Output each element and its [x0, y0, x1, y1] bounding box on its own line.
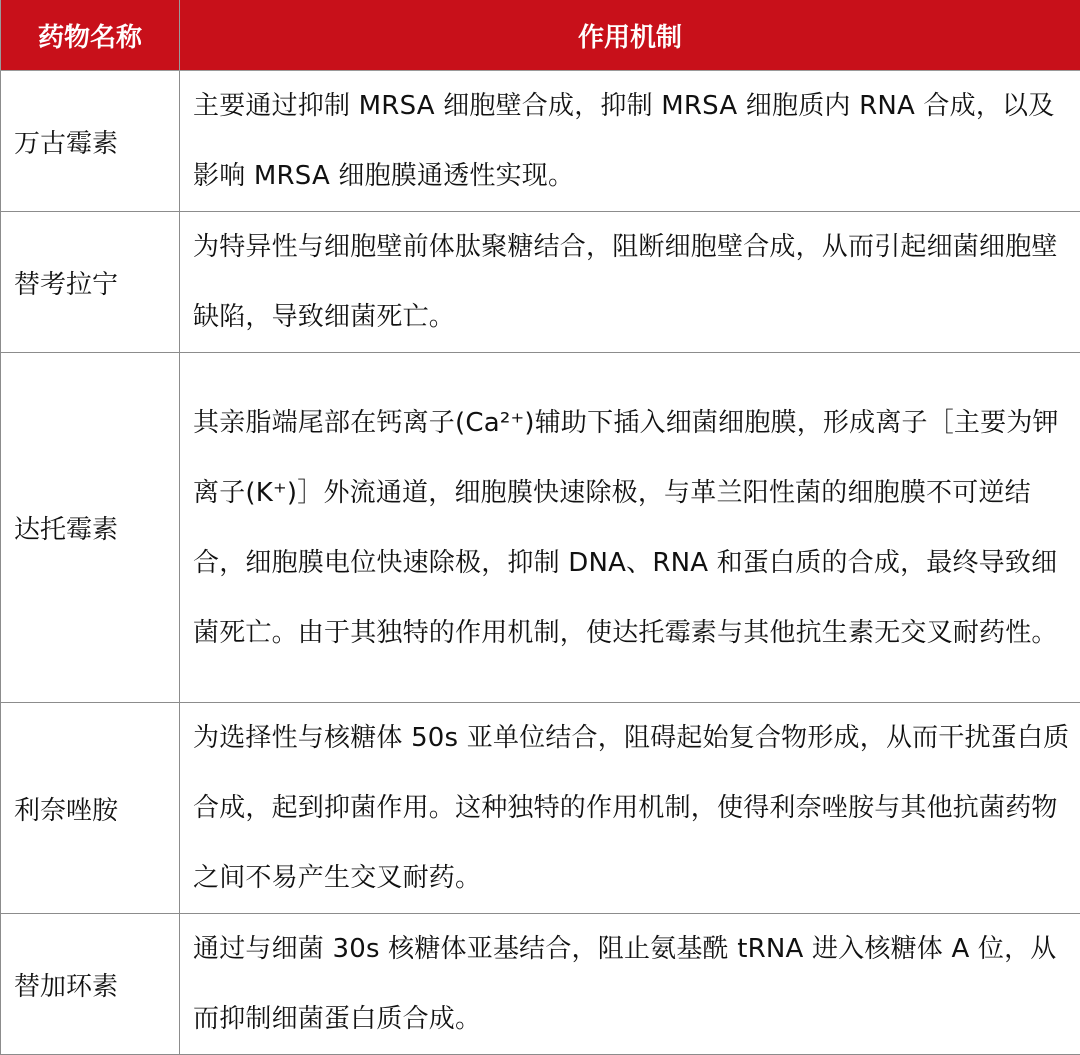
- table-row: [1, 71, 1080, 212]
- drug-name-cell: 万古霉素: [1, 71, 180, 212]
- mechanism-cell: 为选择性与核糖体 50s 亚单位结合，阻碍起始复合物形成，从而干扰蛋白质合成，起到抑菌作用。这种独特的作用机制，使得利奈唑胺与其他抗菌药物之间不易产生交叉耐药。: [180, 703, 1080, 914]
- mechanism-cell: 通过与细菌 30s 核糖体亚基结合，阻止氨基酰 tRNA 进入核糖体 A 位，从而抑制细菌蛋白质合成。: [180, 914, 1080, 1055]
- drug-name-cell: 替考拉宁: [1, 212, 180, 353]
- mechanism-cell: 主要通过抑制 MRSA 细胞壁合成，抑制 MRSA 细胞质内 RNA 合成，以及影响 MRSA 细胞膜通透性实现。: [180, 71, 1080, 212]
- mechanism-cell: 其亲脂端尾部在钙离子(Ca²⁺)辅助下插入细菌细胞膜，形成离子［主要为钾离子(K⁺)］外流通道，细胞膜快速除极，与革兰阳性菌的细胞膜不可逆结合，细胞膜电位快速除极，抑制 DNA、RNA 和蛋白质的合成，最终导致细菌死亡。由于其独特的作用机制，使达托霉素与其他抗生素无交叉耐药性。: [180, 353, 1080, 703]
- mechanism-cell: 为特异性与细胞壁前体肽聚糖结合，阻断细胞壁合成，从而引起细菌细胞壁缺陷，导致细菌死亡。: [180, 212, 1080, 353]
- drug-name-cell: 替加环素: [1, 914, 180, 1055]
- header-drug-name: 药物名称: [1, 0, 180, 71]
- drug-name-cell: 达托霉素: [1, 353, 180, 703]
- table-row: [1, 353, 1080, 703]
- table-row: [1, 703, 1080, 914]
- drug-name-cell: 利奈唑胺: [1, 703, 180, 914]
- table-row: [1, 212, 1080, 353]
- header-mechanism: 作用机制: [180, 0, 1080, 71]
- table-row: [1, 914, 1080, 1055]
- header-row: [1, 0, 1080, 71]
